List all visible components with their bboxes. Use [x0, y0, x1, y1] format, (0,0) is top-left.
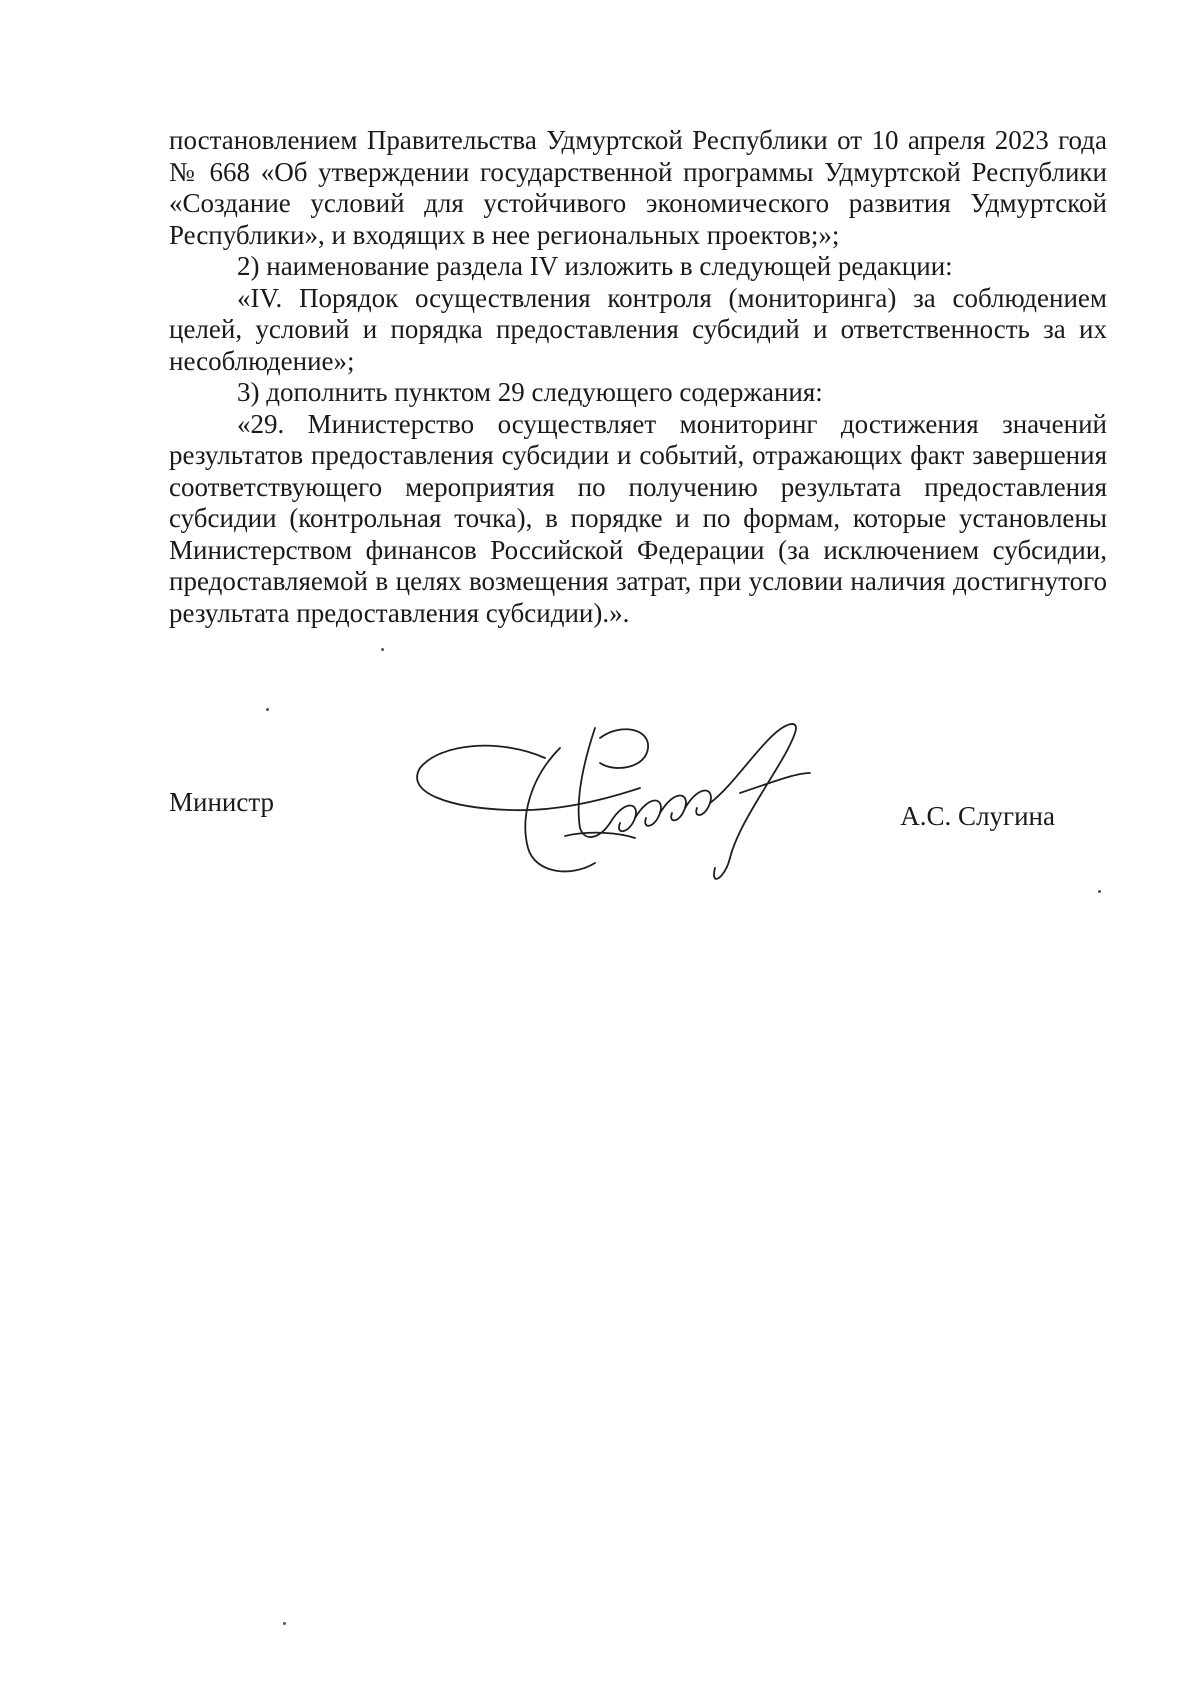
paragraph: 3) дополнить пунктом 29 следующего содержания:	[237, 377, 823, 407]
paragraph: постановлением Правительства Удмуртской Республики от 10 апреля 2023 года № 668 «Об утверждении государственной программы Удмуртской Республики «Создание условий для устойчивого экономического развития Удмуртской Республики», и входящих в нее региональных проектов;»;	[169, 125, 1107, 250]
paragraph: «29. Министерство осуществляет мониторинг достижения значений результатов предоставления субсидии и событий, отражающих факт завершения соответствующего мероприятия по получению результата предоставления субсидии (контрольная точка), в порядке и по формам, которые установлены Министерством финансов Российской Федерации (за исключением субсидии, предоставляемой в целях возмещения затрат, при условии наличия достигнутого результата предоставления субсидии).».	[169, 408, 1107, 628]
handwritten-signature	[410, 718, 890, 898]
scan-speck	[1098, 890, 1101, 893]
scan-speck	[266, 708, 269, 711]
paragraph: 2) наименование раздела IV изложить в следующей редакции:	[237, 251, 953, 281]
signatory-name: А.С. Слугина	[900, 801, 1055, 831]
paragraph: «IV. Порядок осуществления контроля (мониторинга) за соблюдением целей, условий и порядка предоставления субсидий и ответственность за их несоблюдение»;	[169, 282, 1107, 376]
document-body	[169, 125, 1107, 629]
signatory-position: Министр	[169, 787, 274, 817]
scan-speck	[283, 1622, 286, 1625]
scan-speck	[381, 648, 384, 651]
